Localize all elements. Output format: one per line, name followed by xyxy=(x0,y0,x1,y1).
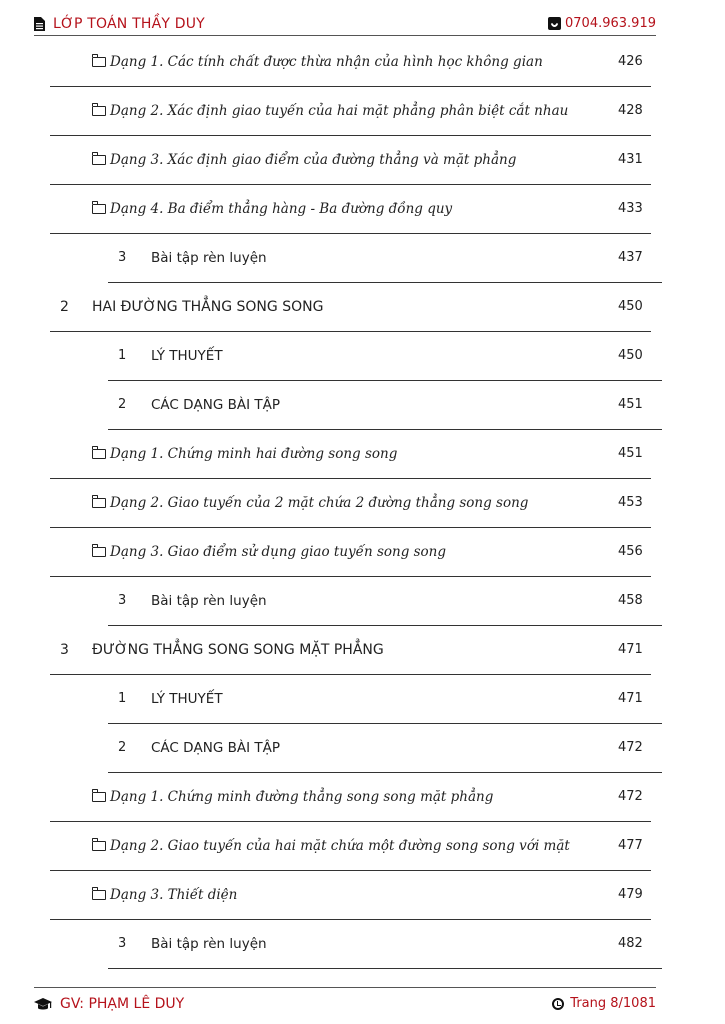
toc-entry-page: 479 xyxy=(618,887,643,902)
toc-entry-subsection[interactable] xyxy=(0,577,725,626)
footer-right xyxy=(552,996,656,1011)
graduation-cap-icon xyxy=(34,998,52,1011)
folder-open-icon xyxy=(92,498,106,508)
toc-entry-page: 472 xyxy=(618,789,643,804)
toc-entry-page: 450 xyxy=(618,299,643,314)
toc-entry-number: 3 xyxy=(60,642,69,658)
toc-entry-text: Bài tập rèn luyện xyxy=(151,250,267,266)
folder-open-icon xyxy=(92,841,106,851)
folder-open-icon xyxy=(92,449,106,459)
phone-icon xyxy=(548,17,561,30)
toc-entry-dang[interactable] xyxy=(0,185,725,234)
toc-entry-dang[interactable] xyxy=(0,430,725,479)
page-footer xyxy=(34,987,656,1018)
toc-entry-dang[interactable] xyxy=(0,528,725,577)
toc-entry-text: Dạng 1. Chứng minh hai đường song song xyxy=(110,446,398,462)
toc-entry-text: Dạng 2. Giao tuyến của hai mặt chứa một đường song song với mặt xyxy=(110,838,570,854)
folder-open-icon xyxy=(92,106,106,116)
toc-entry-text: Dạng 3. Thiết diện xyxy=(110,887,238,903)
footer-left xyxy=(34,996,184,1012)
toc-entry-number: 2 xyxy=(118,740,127,755)
toc-entry-dang[interactable] xyxy=(0,479,725,528)
toc-entry-text: Dạng 1. Các tính chất được thừa nhận của hình học không gian xyxy=(110,54,543,70)
toc-entry-page: 428 xyxy=(618,103,643,118)
toc-entry-page: 453 xyxy=(618,495,643,510)
toc-entry-page: 451 xyxy=(618,397,643,412)
footer-page-number: Trang 8/1081 xyxy=(570,996,656,1011)
toc-entry-text: LÝ THUYẾT xyxy=(151,348,223,364)
toc-entry-text: LÝ THUYẾT xyxy=(151,691,223,707)
toc-entry-number: 2 xyxy=(118,397,127,412)
toc-entry-page: 433 xyxy=(618,201,643,216)
toc-entry-number: 2 xyxy=(60,299,69,315)
toc-entry-subsection[interactable] xyxy=(0,920,725,969)
toc-entry-text: Bài tập rèn luyện xyxy=(151,593,267,609)
toc-entry-text: ĐƯỜNG THẲNG SONG SONG MẶT PHẲNG xyxy=(92,642,384,658)
toc-entry-subsection[interactable] xyxy=(0,675,725,724)
folder-open-icon xyxy=(92,792,106,802)
folder-open-icon xyxy=(92,547,106,557)
toc-entry-page: 482 xyxy=(618,936,643,951)
toc-entry-page: 456 xyxy=(618,544,643,559)
toc-entry-number: 1 xyxy=(118,691,127,706)
toc-entry-dang[interactable] xyxy=(0,822,725,871)
toc-entry-page: 450 xyxy=(618,348,643,363)
toc-entry-text: Dạng 1. Chứng minh đường thẳng song song mặt phẳng xyxy=(110,789,494,805)
toc-entry-subsection[interactable] xyxy=(0,724,725,773)
toc-entry-subsection[interactable] xyxy=(0,381,725,430)
toc-entry-page: 437 xyxy=(618,250,643,265)
toc-entry-text: Dạng 4. Ba điểm thẳng hàng - Ba đường đồng quy xyxy=(110,201,453,217)
toc-entry-text: Dạng 3. Xác định giao điểm của đường thẳng và mặt phẳng xyxy=(110,152,517,168)
toc-entry-page: 451 xyxy=(618,446,643,461)
toc-entry-dang[interactable] xyxy=(0,871,725,920)
toc-entry-page: 472 xyxy=(618,740,643,755)
toc-entry-text: CÁC DẠNG BÀI TẬP xyxy=(151,397,281,413)
folder-open-icon xyxy=(92,890,106,900)
clock-icon xyxy=(552,998,564,1010)
toc-entry-number: 3 xyxy=(118,593,127,608)
toc-entry-number: 3 xyxy=(118,250,127,265)
toc-entry-dang[interactable] xyxy=(0,136,725,185)
toc-entry-dang[interactable] xyxy=(0,87,725,136)
folder-open-icon xyxy=(92,57,106,67)
toc-entry-text: Dạng 2. Xác định giao tuyến của hai mặt phẳng phân biệt cắt nhau xyxy=(110,103,569,119)
toc-entry-text: HAI ĐƯỜNG THẲNG SONG SONG xyxy=(92,299,324,315)
toc-entry-subsection[interactable] xyxy=(0,234,725,283)
toc-entry-section[interactable] xyxy=(0,283,725,332)
header-right xyxy=(548,16,656,31)
toc-entry-subsection[interactable] xyxy=(0,332,725,381)
toc-entry-page: 477 xyxy=(618,838,643,853)
toc-entry-text: Dạng 2. Giao tuyến của 2 mặt chứa 2 đường thẳng song song xyxy=(110,495,529,511)
table-of-contents xyxy=(0,38,725,969)
toc-entry-page: 426 xyxy=(618,54,643,69)
toc-entry-dang[interactable] xyxy=(0,773,725,822)
toc-entry-number: 1 xyxy=(118,348,127,363)
footer-teacher: GV: PHẠM LÊ DUY xyxy=(60,996,185,1012)
toc-divider xyxy=(108,968,662,969)
header-phone: 0704.963.919 xyxy=(565,16,656,31)
toc-entry-page: 458 xyxy=(618,593,643,608)
toc-entry-section[interactable] xyxy=(0,626,725,675)
folder-open-icon xyxy=(92,155,106,165)
folder-open-icon xyxy=(92,204,106,214)
toc-entry-page: 471 xyxy=(618,642,643,657)
page-header xyxy=(34,14,656,36)
header-left xyxy=(34,16,205,32)
toc-entry-text: Bài tập rèn luyện xyxy=(151,936,267,952)
toc-entry-text: Dạng 3. Giao điểm sử dụng giao tuyến song song xyxy=(110,544,447,560)
header-title: LỚP TOÁN THẦY DUY xyxy=(53,16,205,32)
toc-entry-text: CÁC DẠNG BÀI TẬP xyxy=(151,740,281,756)
toc-entry-page: 431 xyxy=(618,152,643,167)
toc-entry-page: 471 xyxy=(618,691,643,706)
toc-entry-dang[interactable] xyxy=(0,38,725,87)
toc-entry-number: 3 xyxy=(118,936,127,951)
document-icon xyxy=(34,17,45,31)
